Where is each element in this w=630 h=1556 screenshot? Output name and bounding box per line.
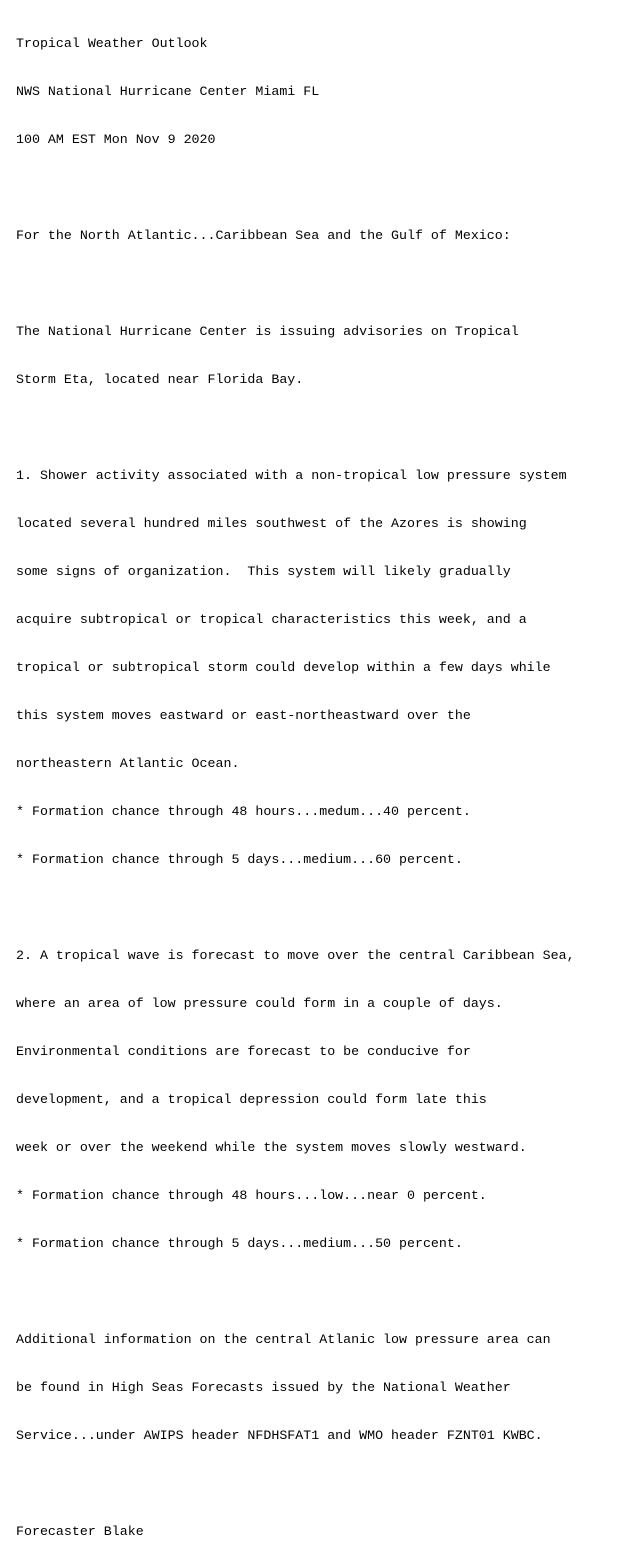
spacer <box>16 1284 626 1300</box>
system2-line: development, and a tropical depression could form late this <box>16 1092 487 1107</box>
additional-info-line: Service...under AWIPS header NFDHSFAT1 and WMO header FZNT01 KWBC. <box>16 1428 543 1443</box>
system1-line: 1. Shower activity associated with a non-tropical low pressure system <box>16 468 567 483</box>
spacer <box>16 900 626 916</box>
spacer <box>16 1476 626 1492</box>
spacer <box>16 276 626 292</box>
additional-info-line: be found in High Seas Forecasts issued by the National Weather <box>16 1380 511 1395</box>
system2-chance-48h: * Formation chance through 48 hours...low...near 0 percent. <box>16 1188 487 1203</box>
system1-line: some signs of organization. This system will likely gradually <box>16 564 511 579</box>
system2-line: where an area of low pressure could form in a couple of days. <box>16 996 503 1011</box>
additional-info-line: Additional information on the central Atlanic low pressure area can <box>16 1332 551 1347</box>
spacer <box>16 420 626 436</box>
system1-line: northeastern Atlantic Ocean. <box>16 756 240 771</box>
advisory-line: The National Hurricane Center is issuing advisories on Tropical <box>16 324 519 339</box>
system2-chance-5d: * Formation chance through 5 days...medium...50 percent. <box>16 1236 463 1251</box>
issue-time: 100 AM EST Mon Nov 9 2020 <box>16 132 216 147</box>
issuing-office: NWS National Hurricane Center Miami FL <box>16 84 320 99</box>
system1-line: this system moves eastward or east-northeastward over the <box>16 708 471 723</box>
product-title: Tropical Weather Outlook <box>16 36 208 51</box>
system1-line: acquire subtropical or tropical characteristics this week, and a <box>16 612 527 627</box>
system2-line: week or over the weekend while the system moves slowly westward. <box>16 1140 527 1155</box>
system1-line: located several hundred miles southwest of the Azores is showing <box>16 516 527 531</box>
advisory-line: Storm Eta, located near Florida Bay. <box>16 372 304 387</box>
system2-line: Environmental conditions are forecast to be conducive for <box>16 1044 471 1059</box>
system1-line: tropical or subtropical storm could develop within a few days while <box>16 660 551 675</box>
forecaster-signoff: Forecaster Blake <box>16 1524 144 1539</box>
system2-line: 2. A tropical wave is forecast to move over the central Caribbean Sea, <box>16 948 575 963</box>
system1-chance-5d: * Formation chance through 5 days...medium...60 percent. <box>16 852 463 867</box>
system1-chance-48h: * Formation chance through 48 hours...medum...40 percent. <box>16 804 471 819</box>
spacer <box>16 180 626 196</box>
outlook-document <box>16 4 626 1556</box>
region-line: For the North Atlantic...Caribbean Sea and the Gulf of Mexico: <box>16 228 511 243</box>
